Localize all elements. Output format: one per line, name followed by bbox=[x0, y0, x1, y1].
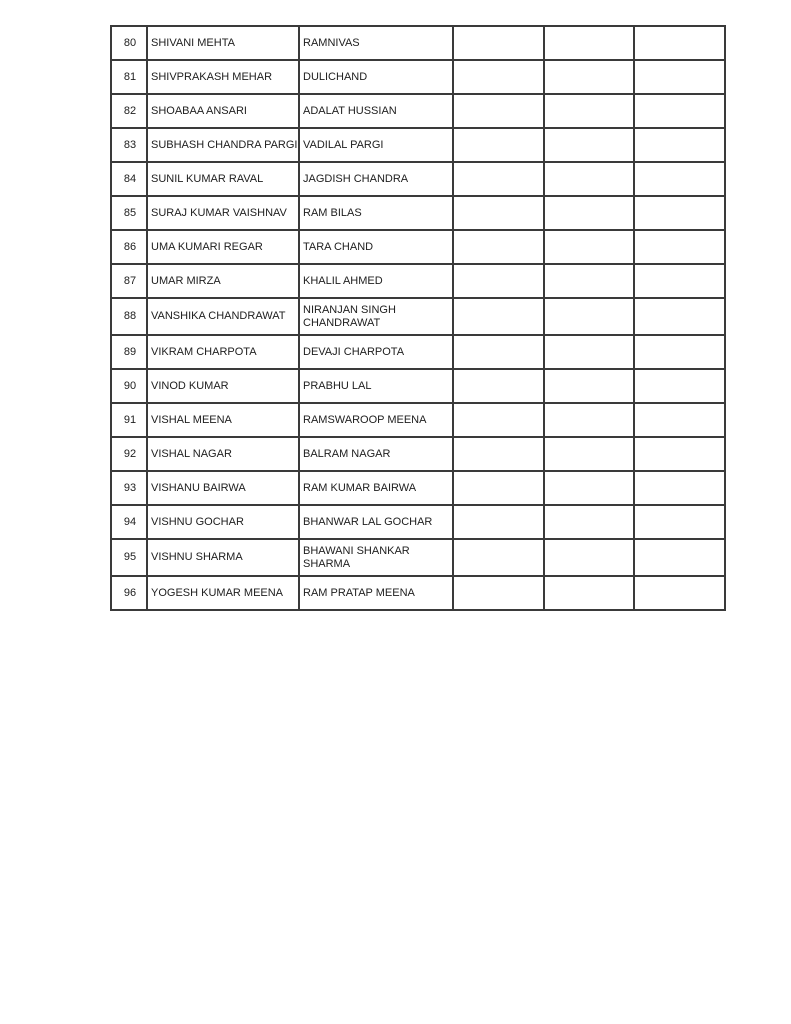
empty-cell bbox=[634, 539, 725, 576]
empty-cell bbox=[634, 403, 725, 437]
father-name-cell: TARA CHAND bbox=[299, 230, 453, 264]
empty-cell bbox=[634, 471, 725, 505]
empty-cell bbox=[544, 94, 634, 128]
table-row bbox=[111, 471, 725, 505]
empty-cell bbox=[634, 437, 725, 471]
serial-cell: 81 bbox=[111, 60, 147, 94]
empty-cell bbox=[453, 128, 544, 162]
empty-cell bbox=[453, 471, 544, 505]
empty-cell bbox=[544, 196, 634, 230]
empty-cell bbox=[544, 437, 634, 471]
serial-cell: 82 bbox=[111, 94, 147, 128]
serial-cell: 88 bbox=[111, 298, 147, 335]
empty-cell bbox=[544, 539, 634, 576]
empty-cell bbox=[634, 128, 725, 162]
empty-cell bbox=[453, 505, 544, 539]
name-cell: YOGESH KUMAR MEENA bbox=[147, 576, 299, 610]
empty-cell bbox=[544, 230, 634, 264]
empty-cell bbox=[634, 60, 725, 94]
empty-cell bbox=[544, 505, 634, 539]
name-cell: VISHAL MEENA bbox=[147, 403, 299, 437]
empty-cell bbox=[544, 162, 634, 196]
name-cell: UMAR MIRZA bbox=[147, 264, 299, 298]
serial-cell: 80 bbox=[111, 26, 147, 60]
name-cell: SHIVPRAKASH MEHAR bbox=[147, 60, 299, 94]
table-row bbox=[111, 403, 725, 437]
father-name-cell: ADALAT HUSSIAN bbox=[299, 94, 453, 128]
table-row bbox=[111, 437, 725, 471]
empty-cell bbox=[634, 264, 725, 298]
empty-cell bbox=[453, 437, 544, 471]
serial-cell: 90 bbox=[111, 369, 147, 403]
table-row bbox=[111, 26, 725, 60]
empty-cell bbox=[453, 403, 544, 437]
father-name-cell: RAM KUMAR BAIRWA bbox=[299, 471, 453, 505]
father-name-cell: BHANWAR LAL GOCHAR bbox=[299, 505, 453, 539]
father-name-cell: RAMNIVAS bbox=[299, 26, 453, 60]
empty-cell bbox=[634, 335, 725, 369]
father-name-cell: NIRANJAN SINGH CHANDRAWAT bbox=[299, 298, 453, 335]
table-row bbox=[111, 505, 725, 539]
empty-cell bbox=[453, 369, 544, 403]
empty-cell bbox=[634, 505, 725, 539]
table-row bbox=[111, 196, 725, 230]
name-cell: VISHNU GOCHAR bbox=[147, 505, 299, 539]
serial-cell: 89 bbox=[111, 335, 147, 369]
name-cell: VIKRAM CHARPOTA bbox=[147, 335, 299, 369]
table-row bbox=[111, 576, 725, 610]
serial-cell: 87 bbox=[111, 264, 147, 298]
empty-cell bbox=[453, 539, 544, 576]
empty-cell bbox=[634, 94, 725, 128]
table-row bbox=[111, 264, 725, 298]
table-row bbox=[111, 162, 725, 196]
name-cell: SHOABAA ANSARI bbox=[147, 94, 299, 128]
table-row bbox=[111, 94, 725, 128]
empty-cell bbox=[453, 264, 544, 298]
serial-cell: 92 bbox=[111, 437, 147, 471]
father-name-cell: DULICHAND bbox=[299, 60, 453, 94]
serial-cell: 91 bbox=[111, 403, 147, 437]
father-name-cell: RAM PRATAP MEENA bbox=[299, 576, 453, 610]
serial-cell: 96 bbox=[111, 576, 147, 610]
father-name-cell: DEVAJI CHARPOTA bbox=[299, 335, 453, 369]
table-row bbox=[111, 128, 725, 162]
empty-cell bbox=[453, 60, 544, 94]
name-cell: SUBHASH CHANDRA PARGI bbox=[147, 128, 299, 162]
table-row bbox=[111, 60, 725, 94]
empty-cell bbox=[453, 94, 544, 128]
name-cell: VANSHIKA CHANDRAWAT bbox=[147, 298, 299, 335]
name-cell: SHIVANI MEHTA bbox=[147, 26, 299, 60]
father-name-cell: VADILAL PARGI bbox=[299, 128, 453, 162]
name-cell: VISHANU BAIRWA bbox=[147, 471, 299, 505]
empty-cell bbox=[634, 298, 725, 335]
empty-cell bbox=[453, 576, 544, 610]
empty-cell bbox=[544, 26, 634, 60]
name-cell: SURAJ KUMAR VAISHNAV bbox=[147, 196, 299, 230]
serial-cell: 95 bbox=[111, 539, 147, 576]
empty-cell bbox=[544, 60, 634, 94]
serial-cell: 93 bbox=[111, 471, 147, 505]
father-name-cell: BHAWANI SHANKAR SHARMA bbox=[299, 539, 453, 576]
name-cell: VISHNU SHARMA bbox=[147, 539, 299, 576]
empty-cell bbox=[544, 403, 634, 437]
empty-cell bbox=[544, 298, 634, 335]
father-name-cell: PRABHU LAL bbox=[299, 369, 453, 403]
empty-cell bbox=[544, 264, 634, 298]
empty-cell bbox=[544, 576, 634, 610]
empty-cell bbox=[453, 26, 544, 60]
serial-cell: 84 bbox=[111, 162, 147, 196]
empty-cell bbox=[634, 26, 725, 60]
serial-cell: 86 bbox=[111, 230, 147, 264]
empty-cell bbox=[544, 369, 634, 403]
name-cell: VISHAL NAGAR bbox=[147, 437, 299, 471]
empty-cell bbox=[453, 196, 544, 230]
empty-cell bbox=[544, 471, 634, 505]
serial-cell: 94 bbox=[111, 505, 147, 539]
empty-cell bbox=[634, 196, 725, 230]
empty-cell bbox=[544, 128, 634, 162]
table-row bbox=[111, 539, 725, 576]
empty-cell bbox=[634, 369, 725, 403]
serial-cell: 85 bbox=[111, 196, 147, 230]
father-name-cell: RAMSWAROOP MEENA bbox=[299, 403, 453, 437]
father-name-cell: RAM BILAS bbox=[299, 196, 453, 230]
empty-cell bbox=[544, 335, 634, 369]
father-name-cell: KHALIL AHMED bbox=[299, 264, 453, 298]
serial-cell: 83 bbox=[111, 128, 147, 162]
empty-cell bbox=[453, 162, 544, 196]
table-row bbox=[111, 298, 725, 335]
roster-table bbox=[110, 25, 726, 611]
name-cell: UMA KUMARI REGAR bbox=[147, 230, 299, 264]
father-name-cell: JAGDISH CHANDRA bbox=[299, 162, 453, 196]
empty-cell bbox=[634, 162, 725, 196]
table-row bbox=[111, 369, 725, 403]
table-row bbox=[111, 230, 725, 264]
table-row bbox=[111, 335, 725, 369]
name-cell: VINOD KUMAR bbox=[147, 369, 299, 403]
name-cell: SUNIL KUMAR RAVAL bbox=[147, 162, 299, 196]
empty-cell bbox=[634, 230, 725, 264]
father-name-cell: BALRAM NAGAR bbox=[299, 437, 453, 471]
empty-cell bbox=[453, 298, 544, 335]
empty-cell bbox=[453, 230, 544, 264]
empty-cell bbox=[453, 335, 544, 369]
empty-cell bbox=[634, 576, 725, 610]
